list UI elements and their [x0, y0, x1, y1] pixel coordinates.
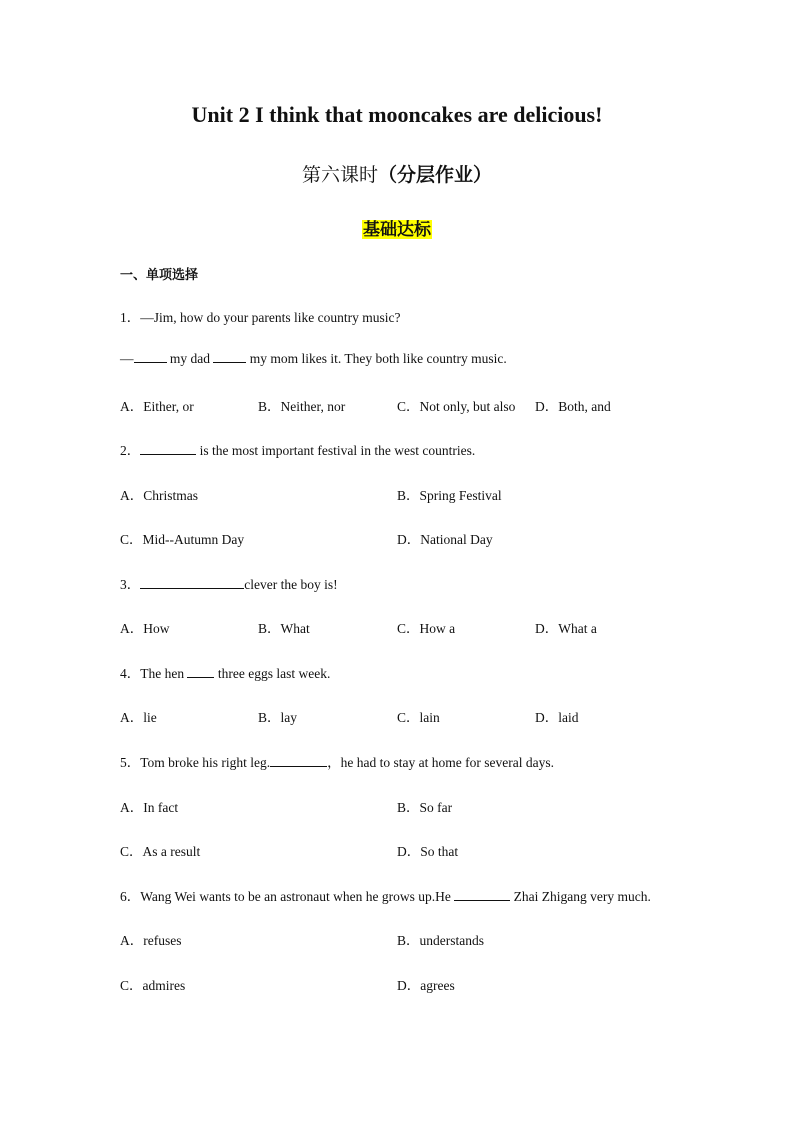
- option-a[interactable]: A．Either, or: [120, 399, 194, 414]
- reply-text-part: my dad: [166, 351, 214, 366]
- option-c[interactable]: C．Mid--Autumn Day: [120, 532, 245, 547]
- option-d[interactable]: D．What a: [535, 621, 597, 636]
- question-number: 2．: [120, 443, 141, 458]
- option-a[interactable]: A．lie: [120, 710, 157, 725]
- question-text: —Jim, how do your parents like country music?: [140, 310, 401, 325]
- option-a[interactable]: A．In fact: [120, 800, 179, 815]
- question-text: The hen: [140, 666, 188, 681]
- option-b[interactable]: B．lay: [258, 710, 297, 725]
- option-c[interactable]: C．lain: [397, 710, 440, 725]
- option-b[interactable]: B．Spring Festival: [397, 488, 502, 503]
- option-b[interactable]: B．What: [258, 621, 310, 636]
- question-3-stem: [120, 573, 338, 593]
- reply-dash: —: [120, 351, 134, 366]
- question-number: 1．: [120, 310, 141, 325]
- level-heading: [0, 215, 794, 240]
- worksheet-title: Unit 2 I think that mooncakes are delicious!: [191, 102, 603, 127]
- lesson-number: 第六课时: [301, 165, 378, 186]
- question-number: 3．: [120, 577, 141, 592]
- question-text: clever the boy is!: [244, 577, 338, 592]
- question-2-stem: [120, 439, 475, 459]
- reply-text-part: my mom likes it. They both like country music.: [246, 351, 507, 366]
- option-d[interactable]: D．Both, and: [535, 399, 611, 414]
- answer-blank[interactable]: [187, 665, 214, 678]
- level-label: 基础达标: [363, 220, 431, 239]
- question-4-stem: [120, 662, 330, 682]
- question-1-reply: [120, 350, 507, 367]
- question-number: 4．: [120, 666, 141, 681]
- answer-blank[interactable]: [140, 442, 196, 455]
- answer-blank[interactable]: [140, 576, 244, 589]
- question-5-stem: [120, 751, 554, 771]
- question-text: three eggs last week.: [214, 666, 331, 681]
- option-b[interactable]: B．So far: [397, 800, 453, 815]
- question-text: Tom broke his right leg.: [140, 755, 271, 770]
- answer-blank[interactable]: [213, 350, 246, 363]
- question-number: 5．: [120, 755, 141, 770]
- question-number: 6．: [120, 889, 141, 904]
- answer-blank[interactable]: [454, 888, 510, 901]
- option-b[interactable]: B．Neither, nor: [258, 399, 346, 414]
- option-c[interactable]: C．admires: [120, 978, 186, 993]
- option-d[interactable]: D．National Day: [397, 532, 493, 547]
- option-a[interactable]: A．How: [120, 621, 170, 636]
- question-text: is the most important festival in the west countries.: [196, 443, 476, 458]
- option-d[interactable]: D．agrees: [397, 978, 455, 993]
- option-a[interactable]: A．Christmas: [120, 488, 199, 503]
- answer-blank[interactable]: [270, 754, 327, 767]
- option-a[interactable]: A．refuses: [120, 933, 182, 948]
- option-d[interactable]: D．So that: [397, 844, 459, 859]
- question-1-stem: [120, 306, 400, 326]
- option-d[interactable]: D．laid: [535, 710, 579, 725]
- question-text: Zhai Zhigang very much.: [510, 889, 651, 904]
- lesson-subtitle: [0, 160, 794, 187]
- question-6-stem: [120, 885, 651, 905]
- lesson-type: （分层作业）: [378, 165, 493, 186]
- option-c[interactable]: C．As a result: [120, 844, 201, 859]
- option-b[interactable]: B．understands: [397, 933, 484, 948]
- question-text: ，he had to stay at home for several days.: [327, 755, 554, 770]
- answer-blank[interactable]: [134, 350, 167, 363]
- section-heading: 一、单项选择: [120, 267, 199, 282]
- option-c[interactable]: C．Not only, but also: [397, 399, 516, 414]
- option-c[interactable]: C．How a: [397, 621, 456, 636]
- question-text: Wang Wei wants to be an astronaut when he grows up.He: [140, 889, 455, 904]
